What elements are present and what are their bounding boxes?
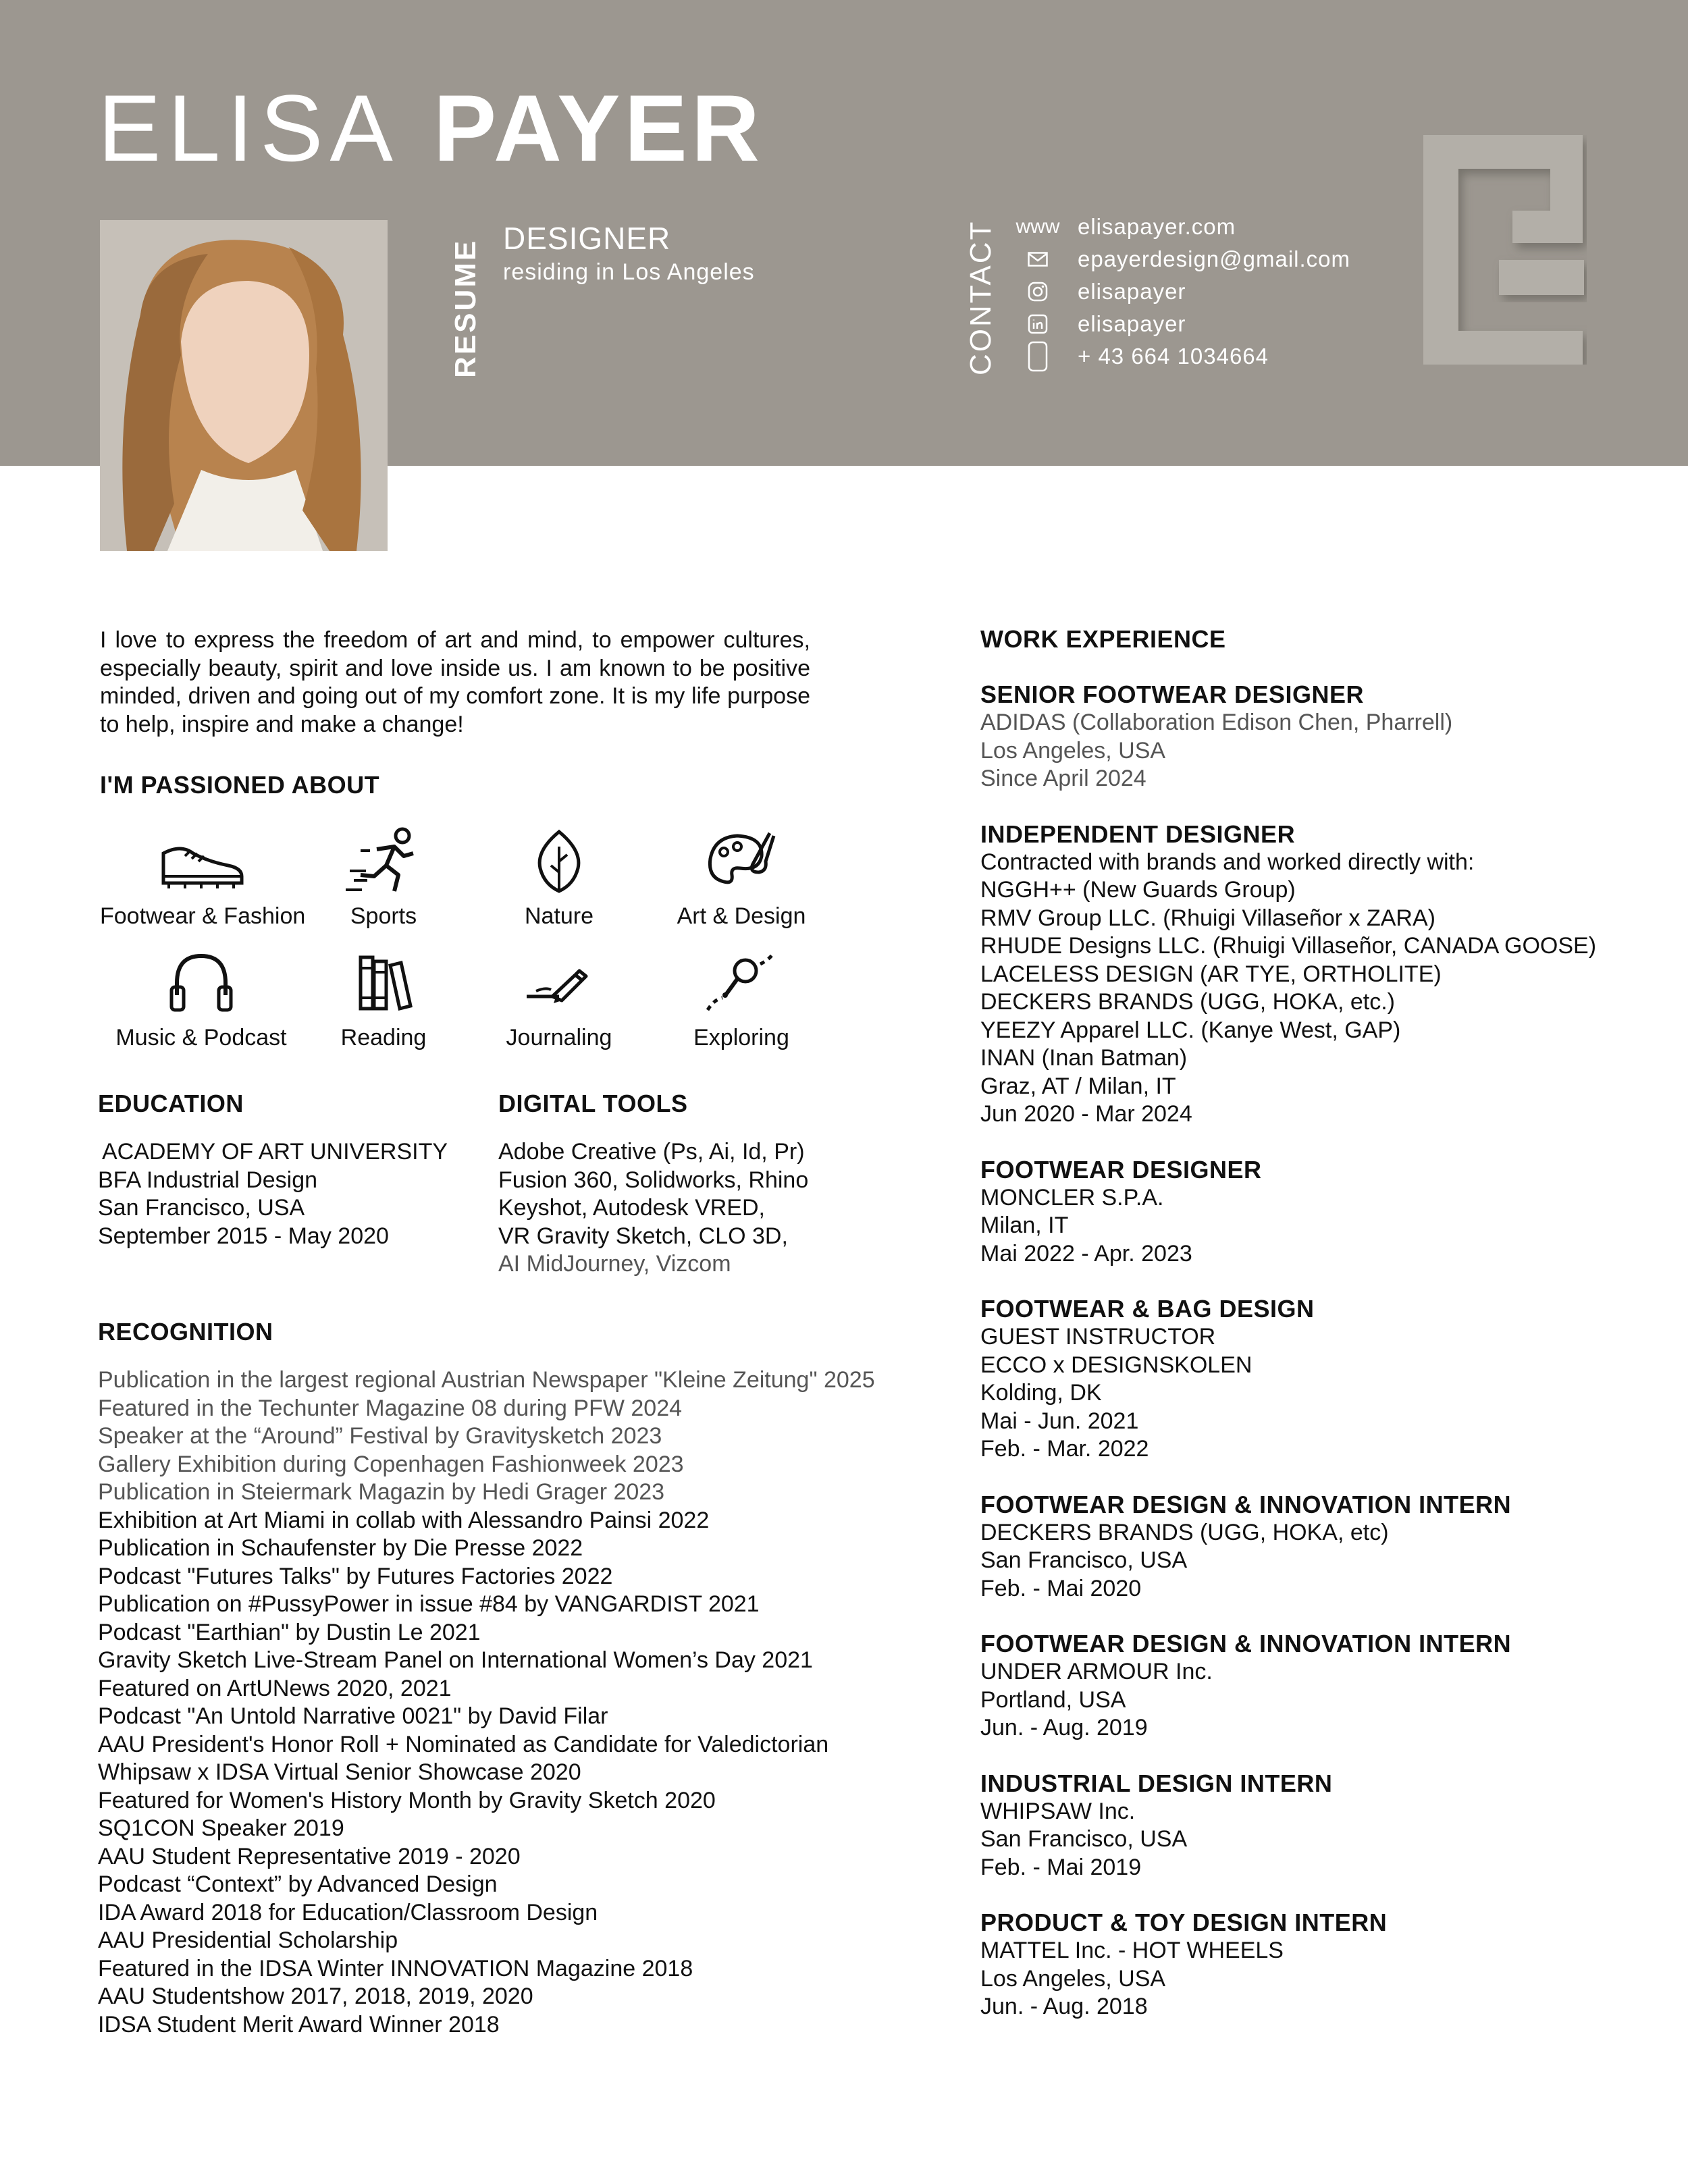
passion-item	[296, 945, 471, 1051]
tools-lines	[498, 1138, 808, 1279]
recognition-item: Podcast "Futures Talks" by Futures Factories 2022	[98, 1563, 613, 1589]
books-icon	[336, 945, 431, 1019]
education-line: ACADEMY OF ART UNIVERSITY	[102, 1139, 448, 1165]
tools-line: AI MidJourney, Vizcom	[498, 1251, 731, 1277]
recognition-item: Featured on ArtUNews 2020, 2021	[98, 1675, 452, 1701]
job-line: INAN (Inan Batman)	[980, 1045, 1188, 1071]
runner-icon	[336, 824, 431, 898]
job-line: Kolding, DK	[980, 1380, 1102, 1406]
education-line: BFA Industrial Design	[98, 1167, 318, 1193]
contact-email	[1013, 243, 1350, 275]
education-line: September 2015 - May 2020	[98, 1223, 389, 1249]
job-entry	[980, 681, 1596, 793]
contact-phone	[1013, 340, 1350, 373]
recognition-item: AAU Studentshow 2017, 2018, 2019, 2020	[98, 1983, 533, 2009]
tools-line: VR Gravity Sketch, CLO 3D,	[498, 1223, 788, 1249]
contact-website	[1013, 211, 1350, 243]
instagram-text[interactable]: elisapayer	[1078, 279, 1186, 304]
passion-item	[471, 945, 647, 1051]
job-line: RMV Group LLC. (Rhuigi Villaseñor x ZARA)	[980, 905, 1435, 931]
contact-list	[1013, 211, 1350, 373]
job-list	[980, 681, 1596, 2021]
bio-paragraph: I love to express the freedom of art and mind, to empower cultures, especially beauty, spirit and love inside us. I am known to be positive minded, driven and going out of my comfort zone. It is my life purpose to help, inspire and make a change!	[100, 627, 810, 737]
job-line: Since April 2024	[980, 766, 1146, 791]
leaf-icon	[512, 824, 606, 898]
recognition-item: Podcast “Context” by Advanced Design	[98, 1871, 498, 1897]
tools-section	[498, 1090, 808, 1279]
contact-linkedin	[1013, 308, 1350, 340]
resume-label: RESUME	[449, 238, 482, 378]
job-entry	[980, 1156, 1596, 1269]
job-line: Milan, IT	[980, 1213, 1069, 1238]
job-line: Feb. - Mai 2020	[980, 1575, 1142, 1601]
job-line: MONCLER S.P.A.	[980, 1184, 1164, 1210]
recognition-item: AAU President's Honor Roll + Nominated as Candidate for Valedictorian	[98, 1731, 829, 1757]
recognition-list	[98, 1366, 875, 2039]
job-line: WHIPSAW Inc.	[980, 1798, 1136, 1824]
job-entry	[980, 820, 1596, 1129]
job-line: NGGH++ (New Guards Group)	[980, 877, 1296, 903]
phone-text[interactable]: + 43 664 1034664	[1078, 344, 1269, 369]
job-line: DECKERS BRANDS (UGG, HOKA, etc)	[980, 1519, 1389, 1545]
role-title: DESIGNER	[503, 221, 671, 256]
work-heading: WORK EXPERIENCE	[980, 625, 1226, 653]
job-title: PRODUCT & TOY DESIGN INTERN	[980, 1909, 1388, 1936]
passion-item	[640, 824, 843, 930]
job-line: Feb. - Mai 2019	[980, 1854, 1142, 1880]
passions-heading: I'M PASSIONED ABOUT	[100, 771, 380, 799]
tools-line: Adobe Creative (Ps, Ai, Id, Pr)	[498, 1139, 805, 1165]
job-line: Portland, USA	[980, 1686, 1126, 1713]
contact-label: CONTACT	[964, 219, 997, 375]
job-title: FOOTWEAR DESIGNER	[980, 1155, 1262, 1183]
recognition-item: Exhibition at Art Miami in collab with Alessandro Painsi 2022	[98, 1507, 710, 1533]
passion-label: Reading	[340, 1025, 427, 1050]
map-pin-icon	[694, 945, 789, 1019]
work-section	[980, 625, 1596, 2021]
passion-item	[640, 945, 843, 1051]
passion-label: Journaling	[506, 1025, 612, 1050]
recognition-item: AAU Presidential Scholarship	[98, 1927, 398, 1953]
passion-label: Exploring	[693, 1025, 789, 1050]
instagram-icon	[1013, 282, 1063, 302]
role-subtitle: residing in Los Angeles	[503, 259, 755, 285]
recognition-item: Publication in Steiermark Magazin by Hedi Grager 2023	[98, 1479, 665, 1505]
profile-photo	[100, 220, 388, 551]
passion-label: Art & Design	[677, 903, 806, 929]
www-label: www	[1016, 215, 1060, 238]
education-lines	[98, 1138, 448, 1250]
job-line: YEEZY Apparel LLC. (Kanye West, GAP)	[980, 1017, 1401, 1043]
recognition-item: Podcast "Earthian" by Dustin Le 2021	[98, 1619, 481, 1645]
passions-grid	[100, 824, 836, 1053]
contact-instagram	[1013, 275, 1350, 308]
education-heading: EDUCATION	[98, 1090, 244, 1117]
job-title: FOOTWEAR DESIGN & INNOVATION INTERN	[980, 1490, 1512, 1518]
recognition-item: Podcast "An Untold Narrative 0021" by David Filar	[98, 1703, 608, 1729]
job-entry	[980, 1491, 1596, 1603]
job-line: Feb. - Mar. 2022	[980, 1436, 1149, 1462]
job-entry	[980, 1909, 1596, 2021]
envelope-icon	[1013, 252, 1063, 267]
job-entry	[980, 1295, 1596, 1464]
recognition-item: IDSA Student Merit Award Winner 2018	[98, 2011, 500, 2037]
recognition-item: Publication on #PussyPower in issue #84 by VANGARDIST 2021	[98, 1591, 760, 1617]
recognition-section	[98, 1318, 875, 2039]
recognition-item: Gallery Exhibition during Copenhagen Fashionweek 2023	[98, 1451, 684, 1477]
recognition-heading: RECOGNITION	[98, 1318, 273, 1346]
person-name	[98, 75, 764, 181]
job-line: DECKERS BRANDS (UGG, HOKA, etc.)	[980, 989, 1395, 1015]
recognition-item: SQ1CON Speaker 2019	[98, 1815, 344, 1841]
palette-icon	[694, 824, 789, 898]
recognition-item: IDA Award 2018 for Education/Classroom Design	[98, 1899, 598, 1925]
passion-item	[296, 824, 471, 930]
recognition-item: Featured in the Techunter Magazine 08 during PFW 2024	[98, 1395, 683, 1421]
job-line: GUEST INSTRUCTOR	[980, 1324, 1216, 1350]
passion-item	[100, 945, 302, 1051]
job-line: ECCO x DESIGNSKOLEN	[980, 1352, 1252, 1378]
linkedin-text[interactable]: elisapayer	[1078, 311, 1186, 336]
first-name: ELISA	[98, 75, 400, 181]
job-line: Jun. - Aug. 2018	[980, 1994, 1148, 2019]
last-name: PAYER	[433, 75, 764, 181]
recognition-item: Featured for Women's History Month by Gravity Sketch 2020	[98, 1787, 716, 1813]
job-line: Jun. - Aug. 2019	[980, 1715, 1148, 1740]
job-title: SENIOR FOOTWEAR DESIGNER	[980, 681, 1365, 708]
recognition-item: Publication in the largest regional Austrian Newspaper "Kleine Zeitung" 2025	[98, 1367, 875, 1393]
job-title: FOOTWEAR & BAG DESIGN	[980, 1295, 1315, 1323]
tools-line: Keyshot, Autodesk VRED,	[498, 1195, 765, 1221]
passion-label: Nature	[524, 903, 594, 929]
linkedin-icon	[1013, 314, 1063, 334]
passion-label: Music & Podcast	[115, 1025, 287, 1050]
job-line: RHUDE Designs LLC. (Rhuigi Villaseñor, CANADA GOOSE)	[980, 933, 1597, 959]
website-text[interactable]: elisapayer.com	[1078, 214, 1236, 239]
education-section	[98, 1090, 448, 1250]
recognition-item: Speaker at the “Around” Festival by Gravitysketch 2023	[98, 1423, 662, 1449]
job-entry	[980, 1769, 1596, 1882]
job-title: INDEPENDENT DESIGNER	[980, 820, 1296, 848]
recognition-item: Whipsaw x IDSA Virtual Senior Showcase 2020	[98, 1759, 581, 1785]
monogram-logo	[1423, 135, 1587, 365]
headphones-icon	[154, 945, 248, 1019]
job-line: MATTEL Inc. - HOT WHEELS	[980, 1938, 1284, 1963]
recognition-item: AAU Student Representative 2019 - 2020	[98, 1843, 521, 1869]
job-line: Mai 2022 - Apr. 2023	[980, 1240, 1192, 1267]
job-entry	[980, 1630, 1596, 1742]
recognition-item: Featured in the IDSA Winter INNOVATION Magazine 2018	[98, 1955, 693, 1981]
phone-icon	[1013, 341, 1063, 372]
job-line: Jun 2020 - Mar 2024	[980, 1101, 1192, 1127]
passion-item	[471, 824, 647, 930]
job-line: UNDER ARMOUR Inc.	[980, 1659, 1213, 1684]
tools-heading: DIGITAL TOOLS	[498, 1090, 688, 1117]
tools-line: Fusion 360, Solidworks, Rhino	[498, 1167, 809, 1193]
recognition-item: Gravity Sketch Live-Stream Panel on International Women’s Day 2021	[98, 1647, 813, 1673]
sneaker-icon	[154, 824, 248, 898]
pen-icon	[512, 945, 606, 1019]
email-text[interactable]: epayerdesign@gmail.com	[1078, 246, 1351, 271]
job-line: Los Angeles, USA	[980, 737, 1166, 764]
job-title: INDUSTRIAL DESIGN INTERN	[980, 1769, 1333, 1797]
passion-label: Footwear & Fashion	[100, 903, 306, 929]
job-line: Los Angeles, USA	[980, 1965, 1166, 1992]
role-block	[503, 220, 755, 286]
job-line: San Francisco, USA	[980, 1826, 1188, 1852]
job-line: Graz, AT / Milan, IT	[980, 1073, 1176, 1099]
job-line: San Francisco, USA	[980, 1547, 1188, 1573]
recognition-item: Publication in Schaufenster by Die Presse 2022	[98, 1535, 583, 1561]
education-line: San Francisco, USA	[98, 1195, 305, 1221]
passion-label: Sports	[350, 903, 417, 929]
job-title: FOOTWEAR DESIGN & INNOVATION INTERN	[980, 1630, 1512, 1657]
job-line: LACELESS DESIGN (AR TYE, ORTHOLITE)	[980, 961, 1442, 987]
job-line: ADIDAS (Collaboration Edison Chen, Pharrell)	[980, 710, 1453, 735]
job-line: Mai - Jun. 2021	[980, 1408, 1139, 1434]
job-line: Contracted with brands and worked directly with:	[980, 849, 1475, 875]
passion-item	[100, 824, 306, 930]
